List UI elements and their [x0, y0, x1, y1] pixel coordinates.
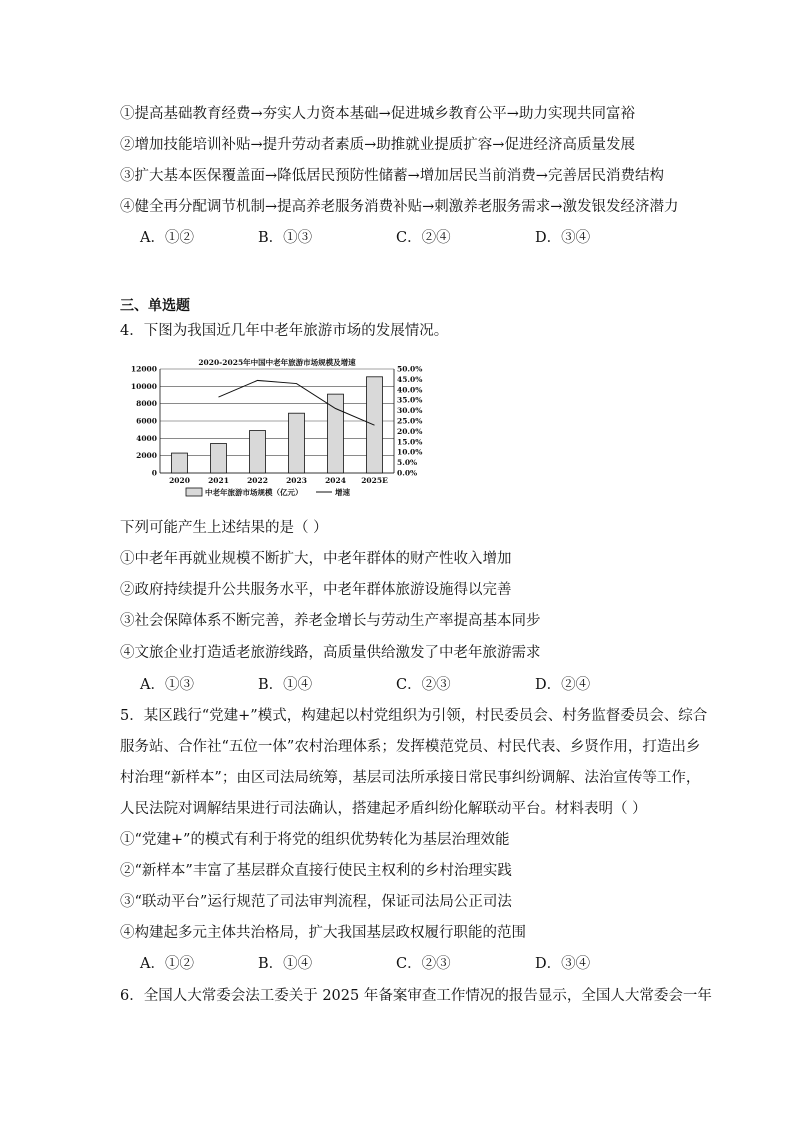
- bar: [211, 444, 227, 473]
- legend-line-label: 增速: [335, 488, 350, 497]
- q5-option-d[interactable]: D．③④: [535, 956, 591, 972]
- y-tick-label: 4000: [136, 433, 157, 443]
- q4-option-a[interactable]: A．①③: [140, 677, 194, 693]
- market-chart: [120, 355, 440, 500]
- q5-stem-line-1: 5．某区践行“党建+”模式，构建起以村党组织为引领，村民委员会、村务监督委员会、综合: [120, 708, 708, 724]
- y-tick-label: 2000: [136, 451, 157, 461]
- q5-item-4: ④构建起多元主体共治格局，扩大我国基层政权履行职能的范围: [120, 925, 526, 941]
- q4-item-1: ①中老年再就业规模不断扩大，中老年群体的财产性收入增加: [120, 551, 512, 567]
- y2-tick-label: 35.0%: [397, 395, 423, 405]
- q5-option-a[interactable]: A．①②: [140, 956, 194, 972]
- q5-stem-line-2: 服务站、合作社“五位一体”农村治理体系；发挥模范党员、村民代表、乡贤作用，打造出乡: [120, 739, 701, 755]
- q3-option-d[interactable]: D．③④: [535, 230, 591, 246]
- y2-tick-label: 10.0%: [397, 447, 423, 457]
- x-tick-label: 2020: [169, 476, 190, 485]
- x-tick-label: 2022: [247, 476, 268, 485]
- market-chart-svg: [120, 355, 440, 500]
- q4-option-c[interactable]: C．②③: [396, 677, 451, 693]
- q5-stem-line-4: 人民法院对调解结果进行司法确认，搭建起矛盾纠纷化解联动平台。材料表明（ ）: [120, 801, 647, 817]
- q3-option-b[interactable]: B．①③: [258, 230, 313, 246]
- x-tick-label: 2021: [208, 476, 229, 485]
- bar: [328, 394, 344, 473]
- y2-tick-label: 15.0%: [397, 437, 423, 447]
- q4-option-d[interactable]: D．②④: [535, 677, 591, 693]
- y2-tick-label: 0.0%: [397, 468, 418, 478]
- bar: [289, 413, 305, 473]
- x-tick-label: 2024: [325, 476, 346, 485]
- y2-tick-label: 45.0%: [397, 374, 423, 384]
- y-tick-label: 8000: [136, 399, 157, 409]
- q3-item-4: ④健全再分配调节机制→提高养老服务消费补贴→刺激养老服务需求→激发银发经济潜力: [120, 199, 679, 215]
- y2-tick-label: 20.0%: [397, 426, 423, 436]
- q5-item-3: ③“联动平台”运行规范了司法审判流程，保证司法局公正司法: [120, 894, 512, 910]
- q5-stem-line-3: 村治理“新样本”；由区司法局统筹，基层司法所承接日常民事纠纷调解、法治宣传等工作，: [120, 770, 701, 786]
- y2-tick-label: 5.0%: [397, 458, 418, 468]
- q5-option-b[interactable]: B．①④: [258, 956, 313, 972]
- legend-bar-label: 中老年旅游市场规模（亿元）: [205, 488, 303, 497]
- q5-item-1: ①“党建+”的模式有利于将党的组织优势转化为基层治理效能: [120, 832, 510, 848]
- q3-item-3: ③扩大基本医保覆盖面→降低居民预防性储蓄→增加居民当前消费→完善居民消费结构: [120, 168, 664, 184]
- y-tick-label: 12000: [130, 364, 157, 374]
- q3-option-c[interactable]: C．②④: [396, 230, 451, 246]
- bar: [250, 431, 266, 473]
- y2-tick-label: 25.0%: [397, 416, 423, 426]
- q5-option-c[interactable]: C．②③: [396, 956, 451, 972]
- q4-stem: 4．下图为我国近几年中老年旅游市场的发展情况。: [120, 323, 449, 339]
- q3-item-1: ①提高基础教育经费→夯实人力资本基础→促进城乡教育公平→助力实现共同富裕: [120, 106, 635, 122]
- y-tick-label: 0: [151, 468, 157, 478]
- legend-bar-swatch: [186, 488, 202, 496]
- y-tick-label: 6000: [136, 416, 157, 426]
- q4-item-2: ②政府持续提升公共服务水平，中老年群体旅游设施得以完善: [120, 582, 512, 598]
- y2-tick-label: 30.0%: [397, 406, 423, 416]
- x-tick-label: 2023: [286, 476, 307, 485]
- y2-tick-label: 50.0%: [397, 364, 423, 374]
- q3-option-a[interactable]: A．①②: [140, 230, 194, 246]
- q6-stem: 6．全国人大常委会法工委关于 2025 年备案审查工作情况的报告显示，全国人大常委会一年: [120, 988, 712, 1004]
- q4-option-b[interactable]: B．①④: [258, 677, 313, 693]
- section-title: 三、单选题: [120, 298, 190, 314]
- q4-item-4: ④文旅企业打造适老旅游线路，高质量供给激发了中老年旅游需求: [120, 645, 541, 661]
- bar: [172, 453, 188, 473]
- q3-item-2: ②增加技能培训补贴→提升劳动者素质→助推就业提质扩容→促进经济高质量发展: [120, 137, 635, 153]
- q4-item-3: ③社会保障体系不断完善，养老金增长与劳动生产率提高基本同步: [120, 613, 541, 629]
- q4-question: 下列可能产生上述结果的是（ ）: [120, 520, 328, 536]
- x-tick-label: 2025E: [361, 476, 388, 485]
- chart-title: 2020-2025年中国中老年旅游市场规模及增速: [198, 358, 356, 367]
- y-tick-label: 10000: [130, 381, 157, 391]
- q5-item-2: ②“新样本”丰富了基层群众直接行使民主权利的乡村治理实践: [120, 863, 512, 879]
- y2-tick-label: 40.0%: [397, 385, 423, 395]
